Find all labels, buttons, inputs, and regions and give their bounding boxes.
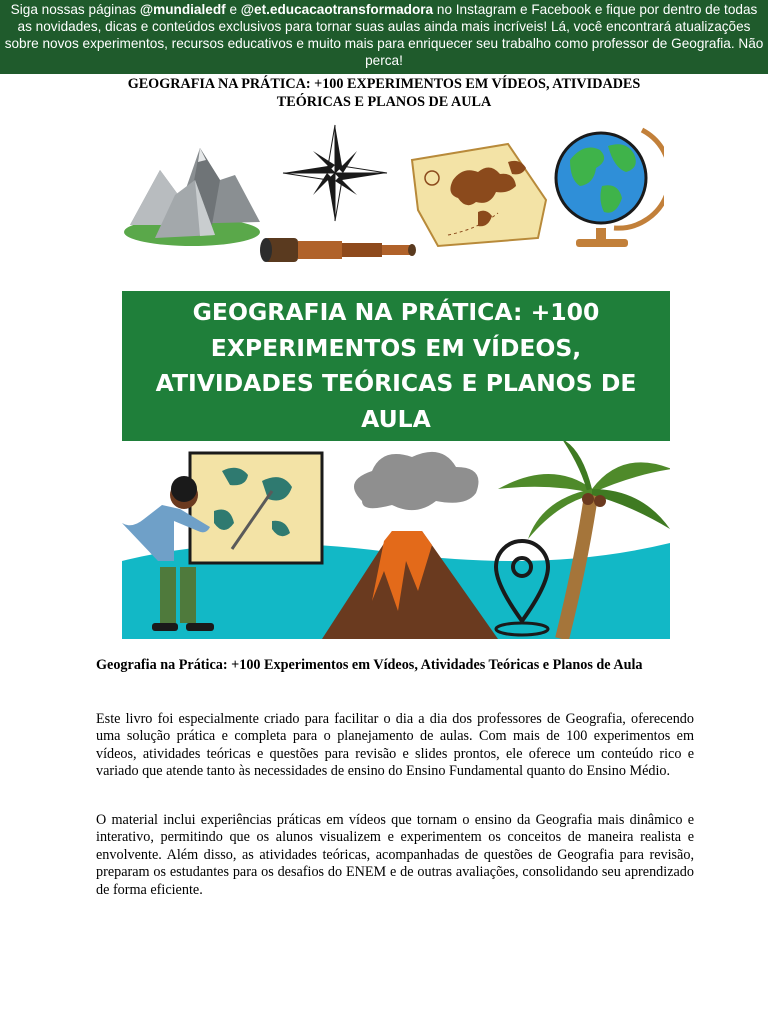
announcement-banner	[0, 0, 768, 74]
compass-rose-icon	[282, 124, 388, 222]
banner-text: e	[225, 2, 241, 17]
cover-illustration	[122, 441, 670, 639]
cover-title-line: GEOGRAFIA NA PRÁTICA: +100	[192, 298, 600, 326]
banner-text: no Instagram e Facebook e fique por dentro de todas as novidades, dicas e conteúdos exclusivos para tornar suas aulas ainda mais incríveis! Lá, você encontrará atualizações sobre novos experimentos, recursos educativos e muito mais para enriquecer seu trabalho como professor de Geografia. Não perca!	[4, 2, 764, 68]
instagram-handle-et-educacao[interactable]: @et.educacaotransformadora	[240, 2, 434, 17]
document-title	[100, 75, 668, 111]
document-title-line: GEOGRAFIA NA PRÁTICA: +100 EXPERIMENTOS EM VÍDEOS, ATIVIDADES	[127, 76, 641, 92]
mountain-icon	[120, 140, 265, 250]
cover-title	[122, 295, 670, 437]
paragraph-intro: Este livro foi especialmente criado para facilitar o dia a dia dos professores de Geografia, oferecendo uma solução prática e completa para o planejamento de aulas. Com mais de 100 experimentos em vídeos, atividades teóricas e questões para revisão e slides prontos, ele oferece um conteúdo rico e variado que atende tanto às necessidades de ensino do Ensino Fundamental quanto do Ensino Médio.	[96, 711, 694, 780]
cover-title-line: ATIVIDADES TEÓRICAS E PLANOS DE	[155, 369, 637, 397]
banner-text: Siga nossas páginas	[10, 2, 140, 17]
treasure-map-icon	[408, 140, 550, 248]
paragraph-material: O material inclui experiências práticas em vídeos que tornam o ensino da Geografia mais dinâmico e interativo, permitindo que os alunos visualizem e experimentem os conceitos de maneira realista e envolvente. Além disso, as atividades teóricas, acompanhadas de questões de Geografia para revisão, preparam os estudantes para os desafios do ENEM e de outras avaliações, consolidando seu aprendizado de forma eficiente.	[96, 812, 694, 898]
globe-icon	[552, 120, 664, 250]
cover-title-line: AULA	[361, 404, 431, 433]
cover-title-line: EXPERIMENTOS EM VÍDEOS,	[210, 333, 582, 362]
content-heading: Geografia na Prática: +100 Experimentos em Vídeos, Atividades Teóricas e Planos de Aula	[96, 657, 643, 673]
cover-banner	[122, 291, 670, 441]
spyglass-icon	[258, 232, 418, 268]
instagram-handle-mundialedf[interactable]: @mundialedf	[139, 2, 226, 17]
document-title-line: TEÓRICAS E PLANOS DE AULA	[276, 94, 492, 110]
